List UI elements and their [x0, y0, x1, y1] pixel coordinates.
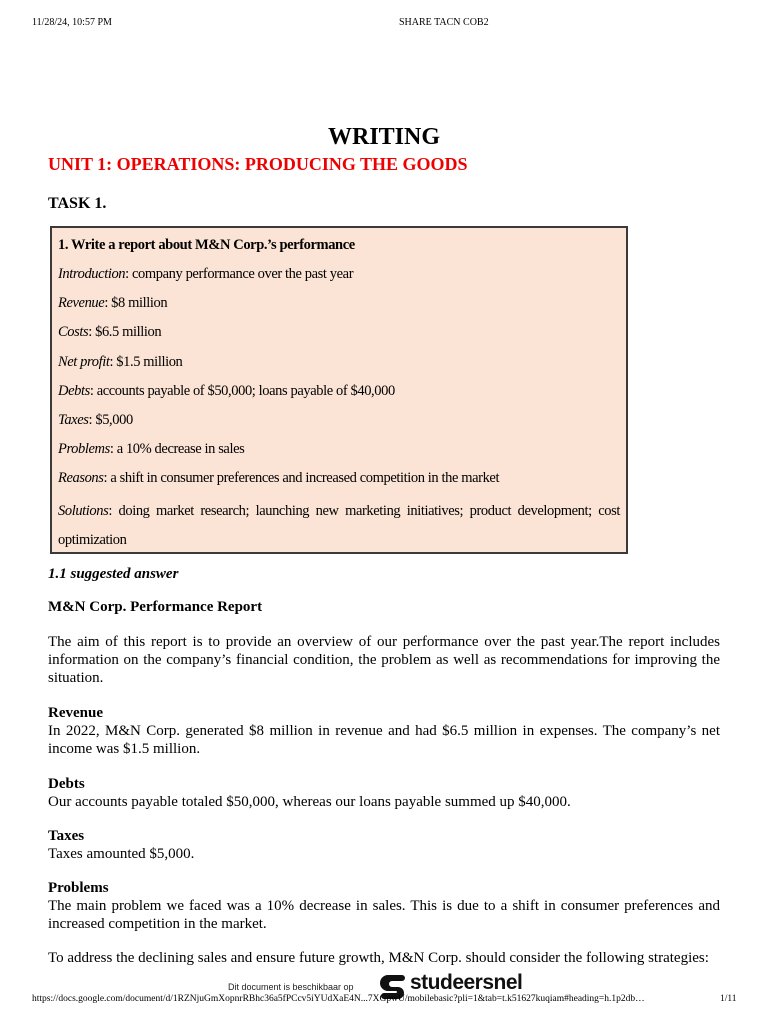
section-text-taxes: Taxes amounted $5,000.: [48, 846, 195, 862]
task-item-text: : accounts payable of $50,000; loans payable of $40,000: [89, 382, 395, 399]
task-item-text: : $6.5 million: [88, 324, 162, 341]
suggested-answer-label: 1.1 suggested answer: [48, 566, 179, 582]
task-item-label: Revenue: [58, 295, 105, 312]
task-item-taxes: [58, 409, 620, 438]
availability-note: Dit document is beschikbaar op: [228, 982, 354, 992]
print-header: [32, 17, 736, 31]
task-item-label: Problems: [58, 441, 110, 458]
task-prompt-box: [50, 226, 628, 554]
task-item-revenue: [58, 292, 620, 321]
task-prompt-heading: 1. Write a report about M&N Corp.’s performance: [58, 237, 355, 253]
report-title: M&N Corp. Performance Report: [48, 599, 263, 615]
task-item-reasons: [58, 467, 620, 496]
task-item-text: : a shift in consumer preferences and increased competition in the market: [103, 470, 500, 487]
task-item-text: : $8 million: [104, 295, 168, 312]
task-item-text: : doing market research; launching new marketing initiatives; product development; cost optimization: [58, 502, 620, 548]
unit-title: UNIT 1: OPERATIONS: PRODUCING THE GOODS: [48, 154, 468, 174]
task-item-label: Net profit: [58, 353, 110, 370]
task-item-text: : a 10% decrease in sales: [109, 441, 245, 458]
task-item-debts: [58, 380, 620, 409]
task-item-net-profit: [58, 351, 620, 380]
task-item-label: Costs: [58, 324, 89, 341]
page-title: WRITING: [327, 124, 441, 150]
task-item-text: : $1.5 million: [109, 353, 183, 370]
section-text-revenue: In 2022, M&N Corp. generated $8 million in revenue and had $6.5 million in expenses. The company’s net income was $1.5 million.: [48, 723, 720, 757]
print-datetime: 11/28/24, 10:57 PM: [32, 17, 112, 28]
document-url[interactable]: https://docs.google.com/document/d/1RZNjuGmXopnrRBhc36a5fPCcv5iYUdXaE4N...7XGpwU/mobilebasic?pli=1&tab=t.k51627kuqiam#heading=h.1p2db…: [32, 994, 645, 1004]
page-number: 1/11: [720, 994, 737, 1004]
print-doc-name: SHARE TACN COB2: [399, 17, 489, 28]
section-heading-problems: Problems: [48, 880, 109, 896]
task-item-text: : company performance over the past year: [125, 266, 354, 282]
report-intro: The aim of this report is to provide an overview of our performance over the past year.The report includes information on the company’s financial condition, the problem as well as recommendations for improving the situation.: [48, 634, 720, 686]
section-heading-debts: Debts: [48, 776, 85, 792]
task-title: TASK 1.: [48, 195, 107, 212]
task-item-label: Introduction: [58, 266, 126, 282]
task-item-label: Solutions: [58, 502, 109, 519]
section-text-problems: The main problem we faced was a 10% decrease in sales. This is due to a shift in consumer preferences and increased competition in the market.: [48, 898, 720, 932]
task-item-label: Taxes: [58, 411, 89, 428]
task-item-problems: [58, 438, 620, 467]
task-item-label: Debts: [58, 382, 90, 399]
page-footer: [0, 970, 768, 1024]
section-heading-revenue: Revenue: [48, 705, 103, 721]
task-item-solutions: [58, 497, 620, 555]
task-item-label: Reasons: [58, 470, 104, 487]
section-text-debts: Our accounts payable totaled $50,000, whereas our loans payable summed up $40,000.: [48, 794, 571, 810]
task-item-introduction: [58, 263, 620, 292]
task-item-text: : $5,000: [88, 411, 133, 428]
section-heading-taxes: Taxes: [48, 828, 85, 844]
brand-name[interactable]: studeersnel: [410, 971, 523, 994]
task-item-costs: [58, 321, 620, 350]
section-text-strategies: To address the declining sales and ensure future growth, M&N Corp. should consider the following strategies:: [48, 950, 709, 966]
